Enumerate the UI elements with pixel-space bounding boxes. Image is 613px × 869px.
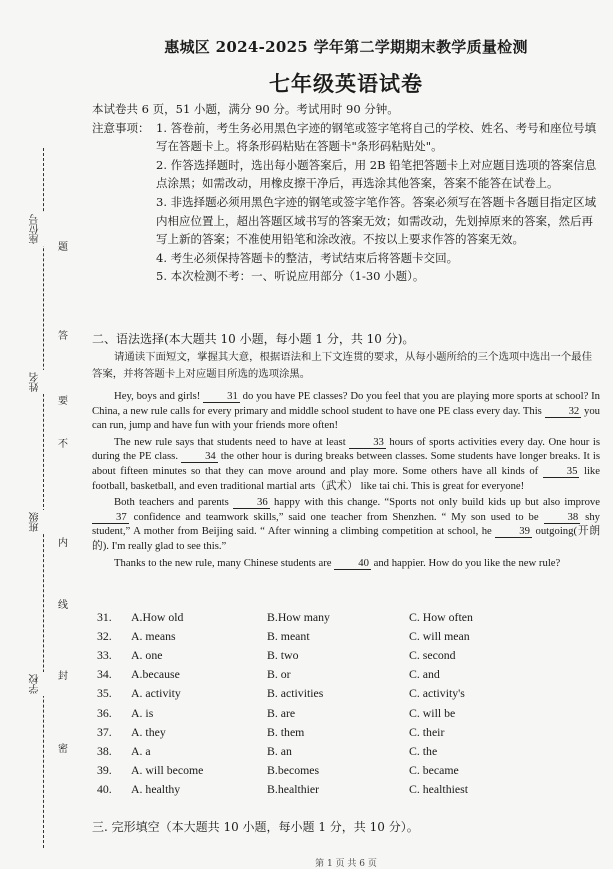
question-number: 34. xyxy=(97,667,112,682)
answer-options xyxy=(92,608,592,799)
option-b: B. two xyxy=(267,648,299,663)
passage xyxy=(92,389,600,570)
option-row xyxy=(92,780,592,799)
note-item: 4. 考生必须保持答题卡的整洁，考试结束后将答题卡交回。 xyxy=(156,250,459,265)
section-instructions: 请通读下面短文，掌握其大意，根据语法和上下文连贯的要求，从每小题所给的三个选项中选出一个最佳答案，并将答题卡上对应题目所选的选项涂黑。 xyxy=(92,351,592,380)
blank-31: 31 xyxy=(203,390,240,403)
exam-title: 惠城区 2024-2025 学年第二学期期末教学质量检测 xyxy=(164,38,528,56)
seal-char: 答 xyxy=(56,327,70,342)
option-row xyxy=(92,608,592,627)
question-number: 39. xyxy=(97,762,112,777)
question-number: 33. xyxy=(97,648,112,663)
binding-margin xyxy=(0,120,88,860)
option-row xyxy=(92,627,592,646)
section-heading: 三. 完形填空（本大题共 10 小题，每小题 1 分，共 10 分）。 xyxy=(92,820,419,834)
question-number: 32. xyxy=(97,629,112,644)
blank-36: 36 xyxy=(233,496,270,509)
option-a: A. means xyxy=(131,629,176,644)
option-b: B. them xyxy=(267,724,305,739)
option-a: A. activity xyxy=(131,686,181,701)
option-c: C. and xyxy=(409,667,440,682)
passage-paragraph: Both teachers and parents 36 happy with this change. “Sports not only build kids up but also improve 37 confidence and teamwork skills,” said one teacher from Shenzhen. “ My son used to be 38 shy student,” A mother from Beijing said. “ After winning a climbing competition at school, he 39 outgoing(开朗的). I'm really glad to see this.” xyxy=(92,496,601,552)
option-a: A. one xyxy=(131,648,163,663)
option-b: B.becomes xyxy=(267,762,320,777)
option-c: C. will mean xyxy=(409,629,470,644)
option-c: C. the xyxy=(409,743,438,758)
option-b: B.healthier xyxy=(267,781,320,796)
option-a: A. healthy xyxy=(131,781,181,796)
option-a: A.How old xyxy=(131,610,184,625)
blank-32: 32 xyxy=(545,405,582,418)
section-heading: 二、语法选择(本大题共 10 小题，每小题 1 分，共 10 分)。 xyxy=(92,332,415,346)
note-item: 1. 答卷前，考生务必用黑色字迹的钢笔或签字笔将自己的学校、姓名、考号和座位号填写在答题卡上。将条形码粘贴在答题卡"条形码粘贴处"。 xyxy=(156,120,597,154)
option-a: A.because xyxy=(131,667,180,682)
name-label: 姓名 xyxy=(28,370,58,394)
option-row xyxy=(92,646,592,665)
school-label: 学校 xyxy=(28,672,58,696)
passage-paragraph: Thanks to the new rule, many Chinese students are 40 and happier. How do you like the new rule? xyxy=(114,556,561,569)
blank-40: 40 xyxy=(334,557,371,570)
option-c: C. will be xyxy=(409,705,456,720)
question-number: 40. xyxy=(97,781,112,796)
option-a: A. is xyxy=(131,705,154,720)
seal-char: 封 xyxy=(56,667,70,682)
seal-char: 线 xyxy=(56,596,70,611)
seal-char: 不 xyxy=(56,435,70,450)
option-b: B. meant xyxy=(267,629,310,644)
option-row xyxy=(92,761,592,780)
option-a: A. they xyxy=(131,724,166,739)
seat-number-label: 座位号 xyxy=(28,212,58,246)
option-a: A. a xyxy=(131,743,151,758)
question-number: 35. xyxy=(97,686,112,701)
passage-paragraph: The new rule says that students need to have at least 33 hours of sports activities every day. One hour is during the PE class. 34 the other hour is during breaks between classes. Some students have longer breaks. It is about fifteen minutes so that they can move around and play more. Some others have all kinds of 35 like football, basketball, and even traditional martial arts（武术） like tai chi. This is great for everyone! xyxy=(92,435,601,492)
blank-34: 34 xyxy=(181,450,218,463)
option-b: B. an xyxy=(267,743,292,758)
note-item: 3. 非选择题必须用黑色字迹的钢笔或签字笔作答。答案必须写在答题卡各题目指定区域内相应位置上，超出答题区域书写的答案无效；如需改动，先划掉原来的答案，然后再写上新的答案；不准使用铅笔和涂改液。不按以上要求作答的答案无效。 xyxy=(156,194,597,247)
question-number: 38. xyxy=(97,743,112,758)
notes-label: 注意事项： xyxy=(92,120,150,135)
question-number: 31. xyxy=(97,610,112,625)
option-row xyxy=(92,684,592,703)
option-b: B. or xyxy=(267,667,291,682)
passage-paragraph: Hey, boys and girls! 31 do you have PE classes? Do you feel that you are playing more sports at school? In China, a new rule calls for every primary and middle school student to have one PE class every day. This 32 you can run, jump and have fun with your friends more often! xyxy=(92,390,601,432)
seal-char: 题 xyxy=(56,238,70,253)
page-footer: 第 1 页 共 6 页 xyxy=(315,859,377,869)
option-c: C. became xyxy=(409,762,459,777)
grammar-section xyxy=(92,330,600,572)
note-item: 5. 本次检测不考：一、听说应用部分（1-30 小题）。 xyxy=(156,269,425,284)
option-row xyxy=(92,723,592,742)
seal-char: 内 xyxy=(56,534,70,549)
option-row xyxy=(92,665,592,684)
option-a: A. will become xyxy=(131,762,204,777)
blank-33: 33 xyxy=(349,436,386,449)
option-b: B.How many xyxy=(267,610,330,625)
question-number: 36. xyxy=(97,705,112,720)
option-b: B. are xyxy=(267,705,296,720)
question-number: 37. xyxy=(97,724,112,739)
option-c: C. second xyxy=(409,648,456,663)
exam-subtitle: 七年级英语试卷 xyxy=(269,71,423,96)
option-row xyxy=(92,742,592,761)
seal-char: 要 xyxy=(56,392,70,407)
notes-intro: 本试卷共 6 页，51 小题，满分 90 分。考试用时 90 分钟。 xyxy=(92,102,399,116)
option-c: C. How often xyxy=(409,610,473,625)
option-c: C. activity's xyxy=(409,686,465,701)
note-item: 2. 作答选择题时，选出每小题答案后，用 2B 铅笔把答题卡上对应题目选项的答案信息点涂黑；如需改动，用橡皮擦干净后，再选涂其他答案，答案不能答在试卷上。 xyxy=(156,157,597,191)
class-label: 班级 xyxy=(28,510,58,534)
exam-notes xyxy=(92,100,600,286)
seal-line xyxy=(43,148,44,848)
seal-char: 密 xyxy=(56,740,70,755)
blank-39: 39 xyxy=(495,525,532,538)
blank-35: 35 xyxy=(543,465,580,478)
blank-38: 38 xyxy=(544,511,581,524)
option-c: C. healthiest xyxy=(409,781,468,796)
blank-37: 37 xyxy=(92,511,129,524)
option-c: C. their xyxy=(409,724,445,739)
option-b: B. activities xyxy=(267,686,324,701)
option-row xyxy=(92,703,592,722)
